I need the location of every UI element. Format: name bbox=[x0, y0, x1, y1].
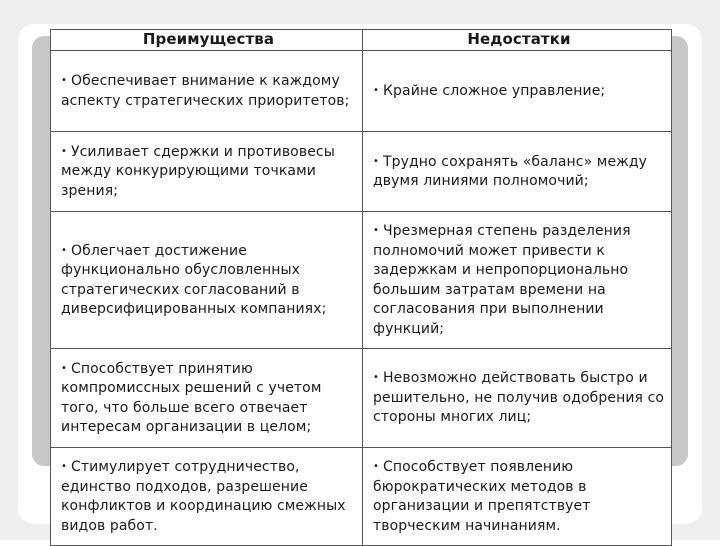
con-text: Невозможно действовать быстро и решительно, не получив одобрения со стороны многих лиц; bbox=[373, 370, 665, 426]
pro-text: Способствует принятию компромиссных решений с учетом того, что больше всего отвечает интересам организации в целом; bbox=[61, 360, 322, 435]
pro-text: Стимулирует сотрудничество, единство подходов, разрешение конфликтов и координацию смежных видов работ. bbox=[61, 459, 346, 534]
table-row bbox=[51, 51, 672, 132]
bullet-icon: • bbox=[61, 244, 67, 256]
bullet-icon: • bbox=[61, 145, 67, 157]
table-row bbox=[51, 448, 672, 546]
pro-cell bbox=[51, 349, 363, 448]
con-cell bbox=[363, 51, 672, 132]
bullet-icon: • bbox=[61, 362, 67, 374]
bullet-icon: • bbox=[61, 461, 67, 472]
con-cell bbox=[363, 349, 672, 448]
bullet-icon: • bbox=[373, 461, 379, 472]
con-text: Крайне сложное управление; bbox=[383, 82, 606, 99]
header-cons: Недостатки bbox=[363, 30, 672, 51]
con-text: Трудно сохранять «баланс» между двумя линиями полномочий; bbox=[373, 153, 648, 189]
con-text: Чрезмерная степень разделения полномочий может привести к задержкам и непропорционально большим затратам времени на согласования при выполнении функций; bbox=[373, 223, 631, 337]
bullet-icon: • bbox=[373, 225, 379, 236]
header-pros: Преимущества bbox=[51, 30, 363, 51]
con-cell bbox=[363, 132, 672, 212]
con-text: Способствует появлению бюрократических методов в организации и препятствует творческим начинаниям. bbox=[373, 459, 591, 534]
pro-text: Усиливает сдержки и противовесы между конкурирующими точками зрения; bbox=[61, 143, 335, 199]
pro-cell bbox=[51, 212, 363, 349]
table-row bbox=[51, 212, 672, 349]
table-row bbox=[51, 349, 672, 448]
table-row bbox=[51, 132, 672, 212]
pro-text: Обеспечивает внимание к каждому аспекту стратегических приоритетов; bbox=[61, 73, 350, 109]
con-cell bbox=[363, 448, 672, 546]
pro-cell bbox=[51, 132, 363, 212]
con-cell bbox=[363, 212, 672, 349]
pro-cell bbox=[51, 51, 363, 132]
pro-text: Облегчает достижение функционально обусловленных стратегических согласований в диверсифицированных компаниях; bbox=[61, 242, 327, 317]
bullet-icon: • bbox=[373, 84, 379, 96]
bullet-icon: • bbox=[373, 372, 379, 384]
bullet-icon: • bbox=[61, 75, 67, 86]
bullet-icon: • bbox=[373, 155, 379, 167]
table-header-row bbox=[51, 30, 672, 51]
pro-cell bbox=[51, 448, 363, 546]
pros-cons-table bbox=[50, 29, 672, 546]
